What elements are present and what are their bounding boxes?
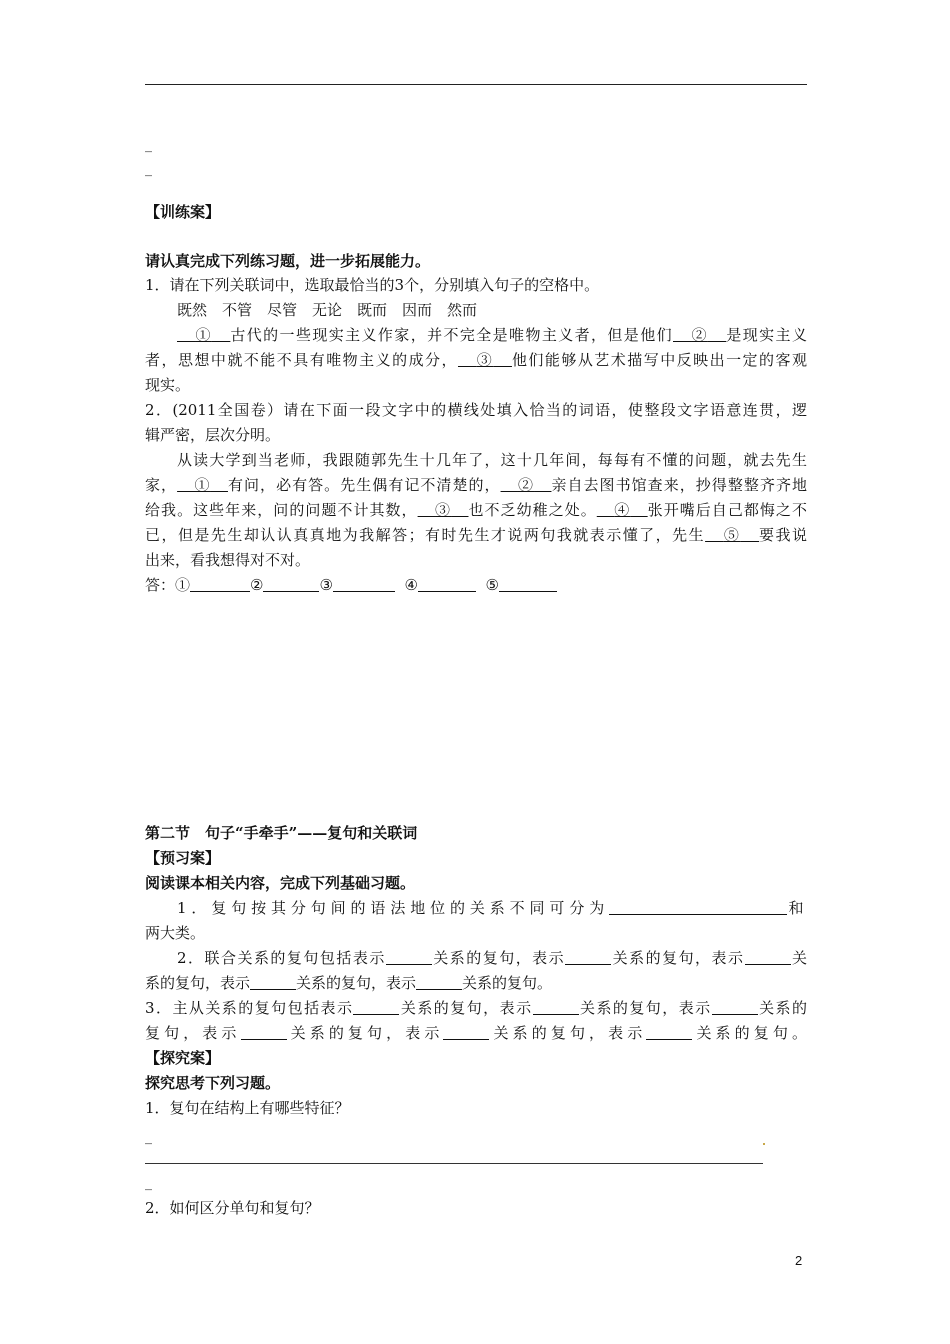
- preview-q1-line-2: 两大类。: [145, 924, 206, 942]
- blank-1[interactable]: ①: [195, 326, 212, 344]
- blank-q3-5[interactable]: [443, 1024, 489, 1040]
- blank-q3-3[interactable]: [712, 999, 758, 1015]
- q2-para-3: 给我。这些年来，问的问题不计其数， ③ 也不乏幼稚之处。 ④ 张开嘴后自己都悔之不: [145, 501, 807, 519]
- q1-line-3: 现实。: [145, 376, 191, 394]
- header-rule: [145, 84, 807, 85]
- q1-line-2: 者，思想中就不能不具有唯物主义的成分， ③ 他们能够从艺术描写中反映出一定的客观: [145, 351, 807, 369]
- blank-q3-6[interactable]: [646, 1024, 692, 1040]
- answer-blank-1[interactable]: [190, 576, 250, 592]
- q1-options: 既然 不管 尽管 无论 既而 因而 然而: [177, 301, 478, 319]
- blank-2[interactable]: ②: [691, 326, 708, 344]
- blank-marker: _: [145, 137, 152, 153]
- blank-3[interactable]: ③: [476, 351, 494, 369]
- training-heading: 【训练案】: [145, 203, 221, 221]
- blank-1[interactable]: ①: [194, 476, 211, 494]
- answer-blank-4[interactable]: [418, 576, 476, 592]
- preview-instruction: 阅读课本相关内容，完成下列基础习题。: [145, 874, 416, 892]
- page-number: 2: [795, 1253, 803, 1268]
- q2-para-5: 出来，看我想得对不对。: [145, 551, 311, 569]
- q2-para-4: 已，但是先生却认认真真地为我解答；有时先生才说两句我就表示懂了，先生 ⑤ 要我说: [145, 526, 807, 544]
- preview-q3-line-1: 3．主从关系的复句包括表示 关系的复句，表示 关系的复句，表示 关系的: [145, 999, 807, 1017]
- blank-marker: _: [145, 1175, 152, 1191]
- decor-dot: [763, 1143, 765, 1145]
- q1-prompt: 1．请在下列关联词中，选取最恰当的3个，分别填入句子的空格中。: [145, 276, 600, 294]
- answer-blank-3[interactable]: [333, 576, 395, 592]
- blank-q3-2[interactable]: [533, 999, 579, 1015]
- blank-q3-1[interactable]: [353, 999, 399, 1015]
- explore-heading: 【探究案】: [145, 1049, 221, 1067]
- blank-3[interactable]: ③: [435, 501, 452, 519]
- q2-prompt-1: 2．(2011全国卷）请在下面一段文字中的横线处填入恰当的词语，使整段文字语意连贯，逻: [145, 401, 807, 419]
- explore-q1: 1．复句在结构上有哪些特征？: [145, 1099, 350, 1117]
- explore-q2: 2．如何区分单句和复句？: [145, 1199, 320, 1217]
- preview-q2-line-2: 系的复句，表示 关系的复句，表示 关系的复句。: [145, 974, 553, 992]
- answer-blank-5[interactable]: [499, 576, 557, 592]
- q2-prompt-2: 辑严密，层次分明。: [145, 426, 281, 444]
- blank-marker: _: [145, 161, 152, 177]
- blank-q3-4[interactable]: [241, 1024, 287, 1040]
- blank-5[interactable]: ⑤: [723, 526, 741, 544]
- answer-line: 答：① ② ③ ④ ⑤: [145, 573, 807, 598]
- blank-q2-4[interactable]: [250, 974, 296, 990]
- blank-4[interactable]: ④: [614, 501, 631, 519]
- answer-rule[interactable]: [145, 1163, 763, 1164]
- section-title: 第二节 句子“手牵手”——复句和关联词: [145, 824, 418, 842]
- q2-para-2: 家， ① 有问，必有答。先生偶有记不清楚的， ② 亲自去图书馆查来，抄得整整齐齐地: [145, 476, 807, 494]
- blank-2[interactable]: ②: [517, 476, 535, 494]
- preview-q3-line-2: 复句，表示 关系的复句，表示 关系的复句，表示 关系的复句。: [145, 1024, 807, 1042]
- preview-heading: 【预习案】: [145, 849, 221, 867]
- blank-q1[interactable]: [609, 899, 787, 915]
- explore-instruction: 探究思考下列习题。: [145, 1074, 281, 1092]
- answer-blank-2[interactable]: [263, 576, 319, 592]
- blank-q2-5[interactable]: [416, 974, 462, 990]
- blank-marker: _: [145, 1129, 152, 1145]
- q2-para-1: 从读大学到当老师，我跟随郭先生十几年了，这十几年间，每每有不懂的问题，就去先生: [177, 451, 807, 469]
- q1-line-1: ① 古代的一些现实主义作家，并不完全是唯物主义者，但是他们 ② 是现实主义: [177, 323, 807, 348]
- training-instruction: 请认真完成下列练习题，进一步拓展能力。: [145, 252, 431, 270]
- blank-q2-1[interactable]: [386, 949, 432, 965]
- blank-q2-3[interactable]: [745, 949, 791, 965]
- preview-q1-line-1: 1．复句按其分句间的语法地位的关系不同可分为 和: [177, 899, 807, 917]
- preview-q2-line-1: 2．联合关系的复句包括表示 关系的复句，表示 关系的复句，表示 关: [177, 949, 807, 967]
- blank-q2-2[interactable]: [565, 949, 611, 965]
